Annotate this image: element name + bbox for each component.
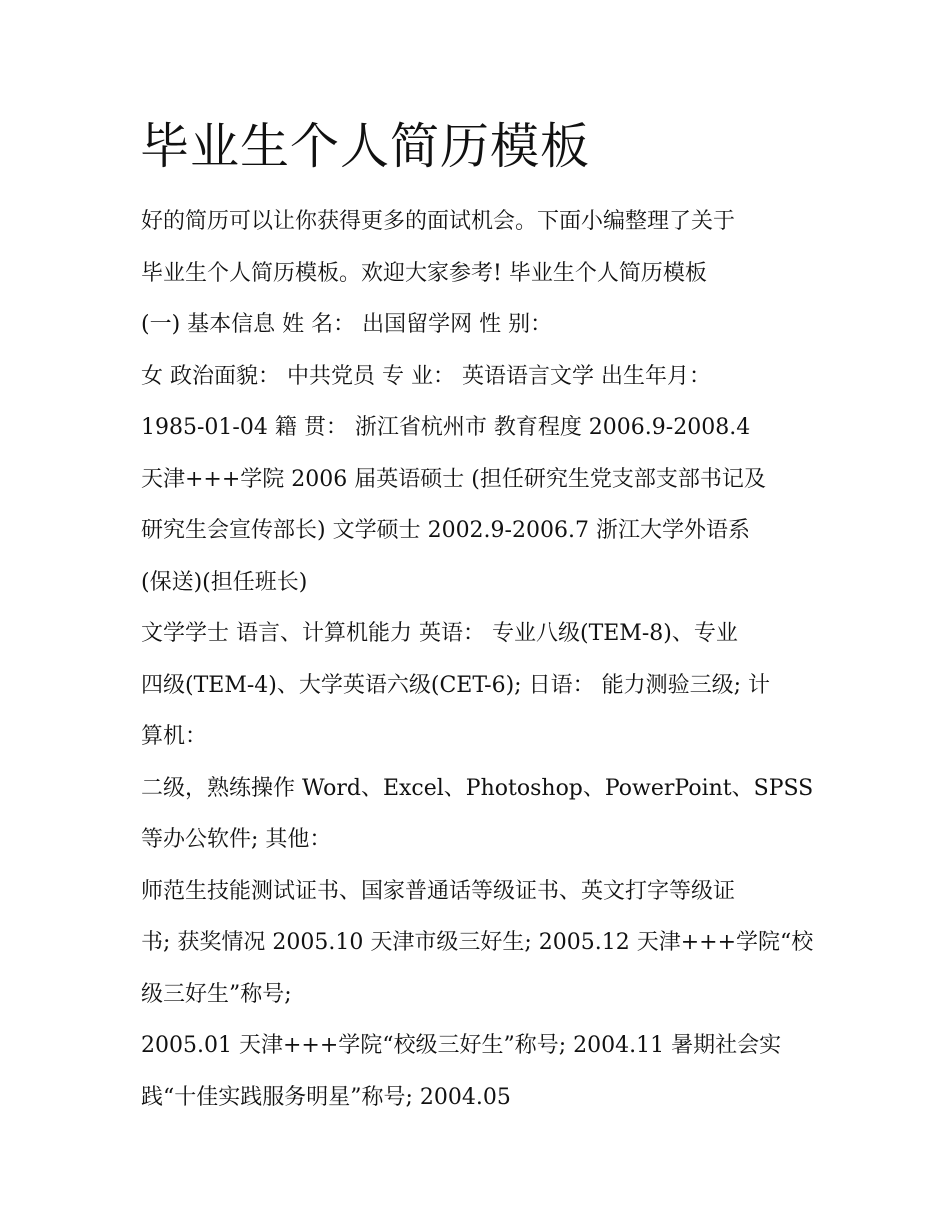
body-line-7: 研究生会宣传部长) 文学硕士 2002.9-2006.7 浙江大学外语系 (141, 518, 750, 543)
body-line-2: 毕业生个人简历模板。欢迎大家参考! 毕业生个人简历模板 (141, 260, 707, 286)
body-line-4: 女 政治面貌： 中共党员 专 业： 英语语言文学 出生年月： (141, 363, 711, 389)
body-line-17: 2005.01 天津+++学院“校级三好生”称号; 2004.11 暑期社会实 (141, 1033, 782, 1058)
body-line-9: 文学学士 语言、计算机能力 英语： 专业八级(TEM-8)、专业 (141, 621, 738, 646)
body-line-5: 1985-01-04 籍 贯： 浙江省杭州市 教育程度 2006.9-2008.4 (141, 415, 751, 440)
body-line-8: (保送)(担任班长) (141, 569, 308, 595)
document-title: 毕业生个人简历模板 (140, 118, 591, 175)
body-line-6: 天津+++学院 2006 届英语硕士 (担任研究生党支部支部书记及 (141, 466, 766, 492)
body-line-1: 好的简历可以让你获得更多的面试机会。下面小编整理了关于 (141, 209, 736, 234)
body-line-14: 师范生技能测试证书、国家普通话等级证书、英文打字等级证 (141, 878, 736, 904)
body-line-16: 级三好生”称号; (141, 981, 292, 1007)
document-body (141, 196, 831, 1123)
body-line-11: 算机： (141, 724, 208, 749)
body-line-18: 践“十佳实践服务明星”称号; 2004.05 (141, 1084, 511, 1110)
body-line-13: 等办公软件; 其他： (141, 827, 332, 852)
body-line-12: 二级，熟练操作 Word、Excel、Photoshop、PowerPoint、SPSS (141, 775, 814, 801)
body-line-3: (一) 基本信息 姓 名： 出国留学网 性 别： (141, 312, 553, 337)
body-line-15: 书; 获奖情况 2005.10 天津市级三好生; 2005.12 天津+++学院“校 (141, 930, 814, 955)
body-line-10: 四级(TEM-4)、大学英语六级(CET-6); 日语： 能力测验三级; 计 (141, 672, 770, 698)
